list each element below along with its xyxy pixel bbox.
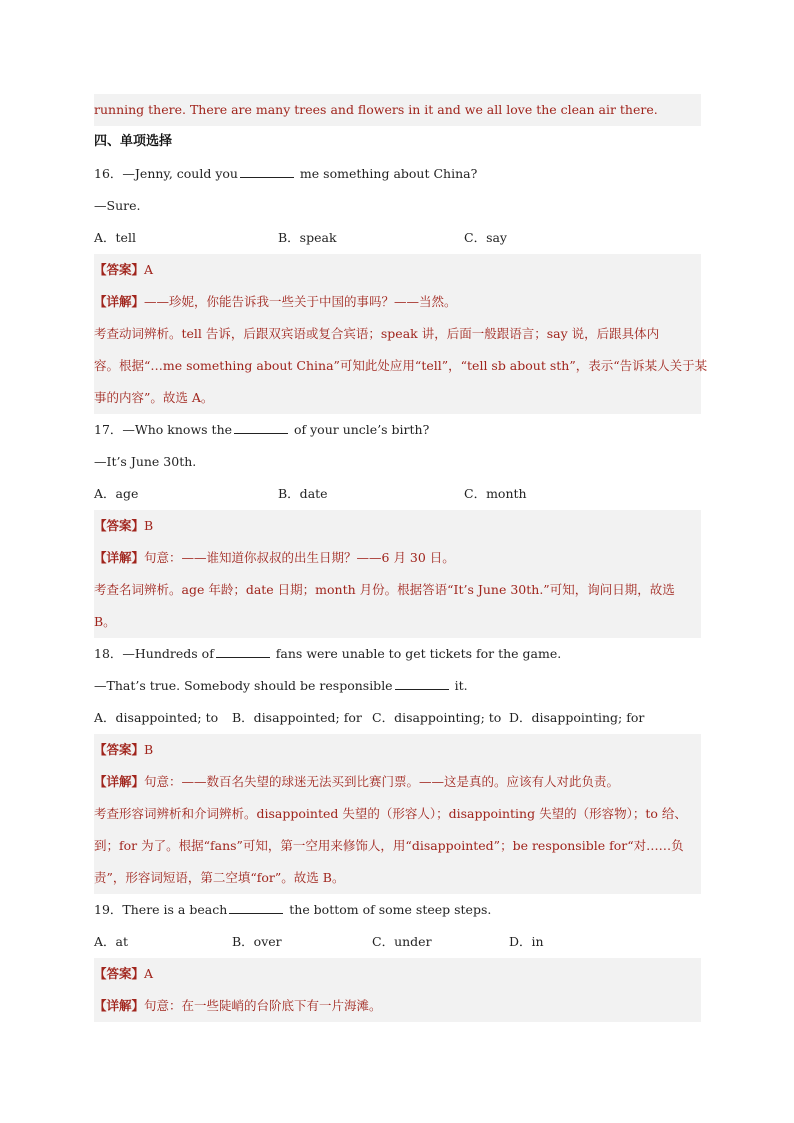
answer-value: B [144,518,154,533]
question-18-detail-4: 责”，形容词短语，第二空填“for”。故选 B。 [94,862,701,894]
question-16-detail-1 [94,286,701,318]
detail-tag: 【详解】 [94,294,145,309]
question-19-stem-end: the bottom of some steep steps. [285,902,492,917]
answer-blank [234,421,288,434]
option-b: B．speak [278,230,337,245]
answer-blank [216,645,270,658]
question-17-answer [94,510,701,542]
question-18-detail-3: 到；for 为了。根据“fans”可知，第一空用来修饰人，用“disappointed”；be responsible for“对……负 [94,830,701,862]
question-16-stem [94,158,701,190]
question-18-reply [94,670,701,702]
option-c: C．say [464,230,507,245]
question-18-reply-start: —That’s true. Somebody should be responsible [94,678,393,693]
question-19-stem-start: 19．There is a beach [94,902,228,917]
option-c: C．under [372,934,432,949]
option-b: B．over [232,934,282,949]
question-17-options [94,478,701,510]
question-18-stem [94,638,701,670]
question-19-detail-1 [94,990,701,1022]
question-17-reply: —It’s June 30th. [94,454,197,469]
question-18-stem-end: fans were unable to get tickets for the game. [271,646,562,661]
question-17-detail-1 [94,542,701,574]
answer-value: A [144,966,154,981]
answer-blank [229,901,283,914]
question-18-reply-end: it. [450,678,468,693]
option-c: C．disappointing; to [372,710,502,725]
detail-tag: 【详解】 [94,998,145,1013]
option-a: A．disappointed; to [94,710,219,725]
question-17-stem [94,414,701,446]
detail-text: ——珍妮，你能告诉我一些关于中国的事吗？——当然。 [144,294,457,309]
question-19-options [94,926,701,958]
option-b: B．date [278,486,328,501]
question-18-detail-2: 考查形容词辨析和介词辨析。disappointed 失望的（形容人）；disappointing 失望的（形容物）；to 给、 [94,798,701,830]
detail-text: 句意：——谁知道你叔叔的出生日期？——6 月 30 日。 [144,550,455,565]
option-a: A．age [94,486,139,501]
answer-tag: 【答案】 [94,518,145,533]
answer-tag: 【答案】 [94,966,145,981]
option-a: A．tell [94,230,136,245]
question-17-detail-3: B。 [94,606,701,638]
question-18-answer [94,734,701,766]
detail-text: 句意：——数百名失望的球迷无法买到比赛门票。——这是真的。应该有人对此负责。 [144,774,620,789]
answer-value: B [144,742,154,757]
answer-tag: 【答案】 [94,742,145,757]
question-19-answer [94,958,701,990]
passage-translation-tail: running there. There are many trees and flowers in it and we all love the clean air there. [94,94,701,126]
question-18-stem-start: 18．—Hundreds of [94,646,214,661]
question-18-options [94,702,701,734]
option-c: C．month [464,486,527,501]
answer-value: A [144,262,154,277]
question-16-stem-end: me something about China? [295,166,478,181]
detail-tag: 【详解】 [94,774,145,789]
section-title: 四、单项选择 [94,134,173,149]
question-16-detail-2: 考查动词辨析。tell 告诉，后跟双宾语或复合宾语；speak 讲，后面一般跟语言；say 说，后跟具体内 [94,318,701,350]
question-16-answer [94,254,701,286]
detail-text: 句意：在一些陡峭的台阶底下有一片海滩。 [144,998,382,1013]
question-16-options [94,222,701,254]
question-16-detail-3: 容。根据“…me something about China”可知此处应用“tell”，“tell sb about sth”，表示“告诉某人关于某 [94,350,701,382]
question-17-stem-end: of your uncle’s birth? [290,422,430,437]
option-b: B．disappointed; for [232,710,362,725]
answer-blank [395,677,449,690]
option-d: D．in [509,934,544,949]
question-17-stem-start: 17．—Who knows the [94,422,233,437]
question-17-detail-2: 考查名词辨析。age 年龄；date 日期；month 月份。根据答语“It’s June 30th.”可知，询问日期，故选 [94,574,701,606]
answer-tag: 【答案】 [94,262,145,277]
question-16-stem-start: 16．—Jenny, could you [94,166,238,181]
question-16-detail-4: 事的内容”。故选 A。 [94,382,701,414]
option-d: D．disappointing; for [509,710,645,725]
question-18-detail-1 [94,766,701,798]
question-19-stem [94,894,701,926]
question-16-reply: —Sure. [94,198,141,213]
detail-tag: 【详解】 [94,550,145,565]
option-a: A．at [94,934,129,949]
answer-blank [240,165,294,178]
